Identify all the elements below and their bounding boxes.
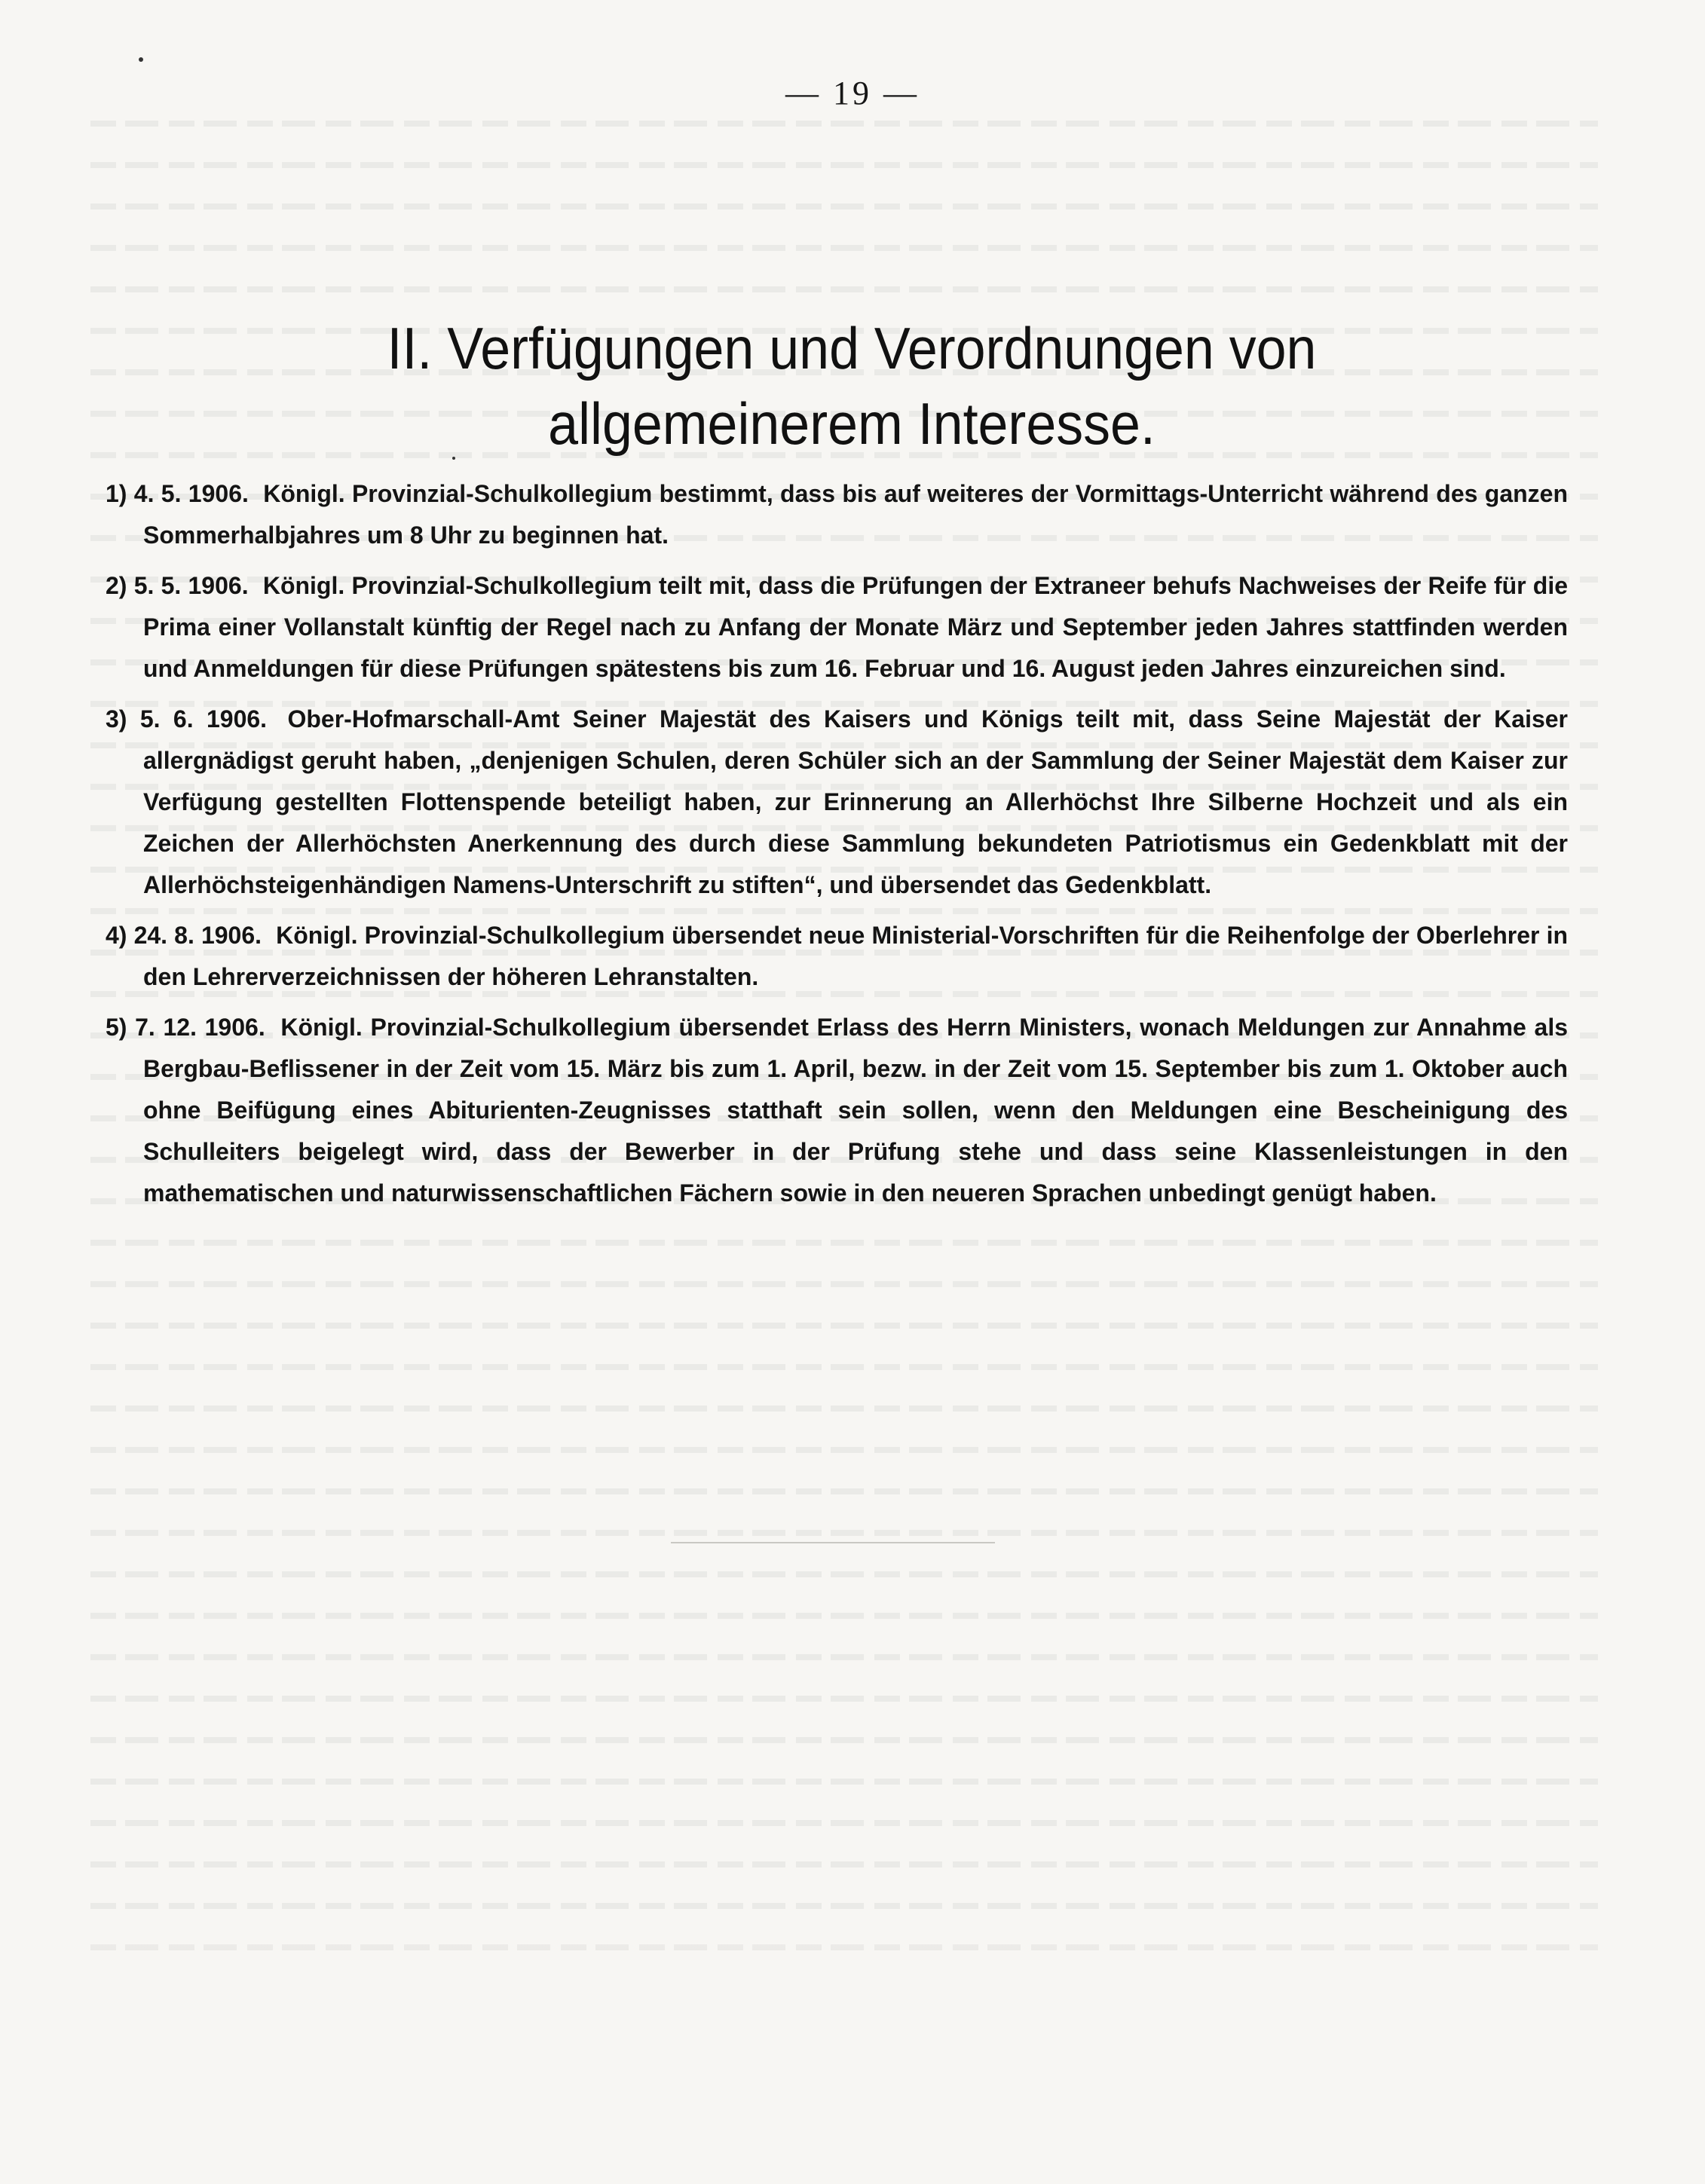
- list-item: [106, 699, 1568, 906]
- entry-text: Königl. Provinzial-Schulkollegium bestimmt, dass bis auf weiteres der Vormittags-Unterricht während des ganzen Sommerhalbjahres um 8 Uhr zu beginnen hat.: [143, 480, 1569, 549]
- section-heading: [172, 310, 1531, 461]
- heading-line-1: II. Verfügungen und Verordnungen von: [387, 315, 1317, 382]
- entry-date: 7. 12. 1906.: [135, 1014, 265, 1041]
- entry-text: Königl. Provinzial-Schulkollegium übersendet Erlass des Herrn Ministers, wonach Meldungen zur Annahme als Bergbau-Beflissener in der Zeit vom 15. März bis zum 1. April, bezw. in der Zeit vom 15. September bis zum 1. Oktober auch ohne Beifügung eines Abiturienten-Zeugnisses statthaft sein sollen, wenn den Meldungen eine Bescheinigung des Schulleiters beigelegt wird, dass der Bewerber in der Prüfung stehe und dass seine Klassenleistungen in den mathematischen und naturwissenschaftlichen Fächern sowie in den neueren Sprachen unbedingt genügt haben.: [143, 1014, 1569, 1207]
- page-number: — 19 —: [785, 75, 920, 112]
- entry-text: Ober-Hofmarschall-Amt Seiner Majestät des Kaisers und Königs teilt mit, dass Seine Majestät der Kaiser allergnädigst geruht haben, „denjenigen Schulen, deren Schüler sich an der Sammlung der Seiner Majestät dem Kaiser zur Verfügung gestellten Flottenspende beteiligt haben, zur Erinnerung an Allerhöchst Ihre Silberne Hochzeit und als ein Zeichen der Allerhöchsten Anerkennung des durch diese Sammlung bekundeten Patriotismus ein Gedenkblatt mit der Allerhöchsteigenhändigen Namens-Unterschrift zu stiften“, und übersendet das Gedenkblatt.: [143, 705, 1569, 898]
- heading-line-2: allgemeinerem Interesse.: [548, 390, 1156, 457]
- entry-date: 5. 6. 1906.: [139, 705, 268, 733]
- entry-date: 5. 5. 1906.: [133, 572, 249, 599]
- entry-number: 4): [106, 922, 127, 949]
- entry-number: 5): [106, 1014, 127, 1041]
- entry-text: Königl. Provinzial-Schulkollegium übersendet neue Ministerial-Vorschriften für die Reihenfolge der Oberlehrer in den Lehrerverzeichnissen der höheren Lehranstalten.: [143, 922, 1569, 990]
- list-item: [106, 565, 1568, 690]
- entry-date: 4. 5. 1906.: [133, 480, 249, 507]
- speck: [139, 57, 143, 62]
- entry-date: 24. 8. 1906.: [133, 922, 262, 949]
- entry-text: Königl. Provinzial-Schulkollegium teilt mit, dass die Prüfungen der Extraneer behufs Nachweises der Reife für die Prima einer Vollanstalt künftig der Regel nach zu Anfang der Monate März und September jeden Jahres stattfinden werden und Anmeldungen für diese Prüfungen spätestens bis zum 16. Februar und 16. August jeden Jahres einzureichen sind.: [143, 572, 1569, 682]
- list-item: [106, 473, 1568, 556]
- decree-list: [106, 473, 1568, 1223]
- list-item: [106, 1007, 1568, 1214]
- list-item: [106, 915, 1568, 998]
- entry-number: 1): [106, 480, 127, 507]
- entry-number: 3): [106, 705, 127, 733]
- entry-number: 2): [106, 572, 127, 599]
- show-through-rule: [671, 1542, 995, 1543]
